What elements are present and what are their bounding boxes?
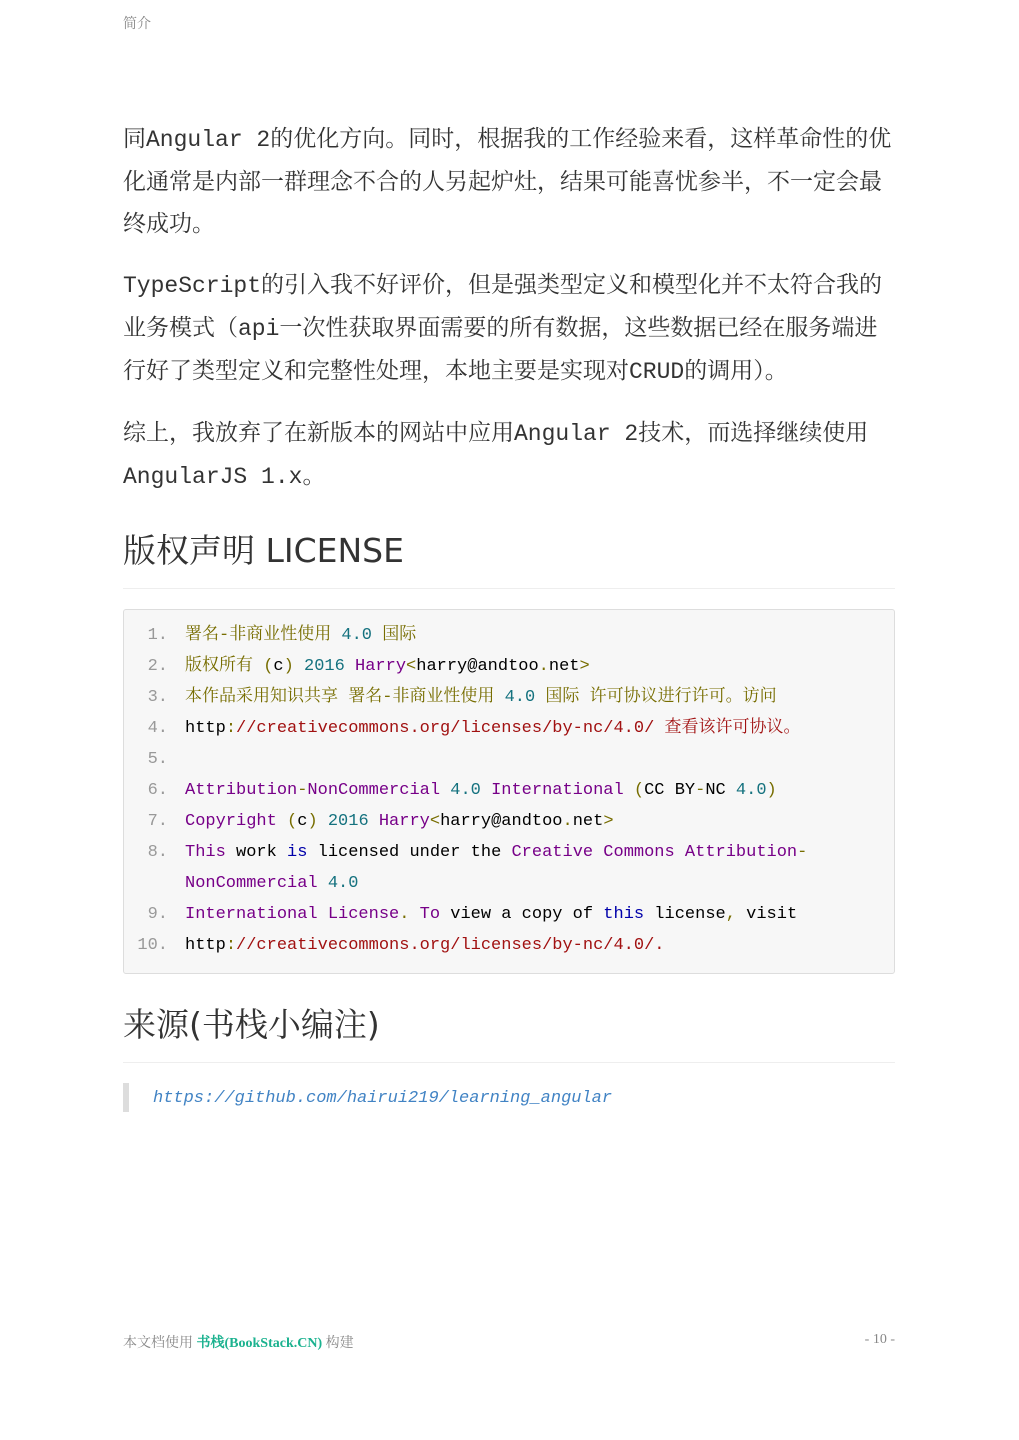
code-token: http (185, 719, 226, 738)
code-token: 4.0 (504, 688, 536, 707)
code-token: 4.0 (341, 626, 373, 645)
code-token: International (491, 781, 624, 800)
code-token: NonCommercial (307, 781, 441, 800)
line-number: 2. (147, 657, 168, 676)
paragraph: TypeScript的引入我不好评价，但是强类型定义和模型化并不太符合我的业务模式（api一次性获取界面需要的所有数据，这些数据已经在服务端进行好了类型定义和完整性处理，本地主要是实现对CRUD的调用）。 (123, 272, 883, 385)
content (123, 118, 895, 1112)
source-blockquote (123, 1083, 895, 1112)
code-token: - (297, 781, 308, 800)
code-token (318, 874, 328, 893)
code-line (124, 930, 894, 961)
code-token: < (429, 812, 441, 831)
line-text (168, 713, 825, 744)
code-token: net (548, 657, 580, 676)
code-token: 2016 (304, 657, 345, 676)
page-header-title: 简介 (123, 16, 151, 32)
code-token: ( (276, 812, 298, 831)
line-text (168, 651, 825, 682)
code-token: : (225, 936, 237, 955)
line-number: 8. (147, 843, 168, 862)
footer-suffix: 构建 (322, 1336, 354, 1351)
brand-link[interactable]: 书栈(BookStack.CN) (196, 1336, 323, 1351)
code-token: Copyright (185, 812, 277, 831)
line-number: 4. (147, 719, 168, 738)
code-token: 署名-非商业性使用 (185, 626, 342, 645)
code-token: , (725, 905, 736, 924)
code-line (124, 713, 894, 744)
line-text (168, 837, 825, 899)
line-text (168, 806, 825, 837)
line-text (168, 930, 825, 961)
code-line (124, 620, 894, 651)
code-token: 4.0 (735, 781, 767, 800)
line-number: 6. (147, 781, 168, 800)
code-token: net (572, 812, 604, 831)
code-token: c (297, 812, 308, 831)
line-text (168, 620, 825, 651)
code-token: International License (185, 905, 400, 924)
code-token: ) (766, 781, 777, 800)
code-token: //creativecommons.org/licenses/by-nc/4.0/ 查看该许可协议。 (236, 719, 801, 738)
code-token (409, 905, 419, 924)
footer-credit (123, 1332, 354, 1352)
code-token: Harry (378, 812, 430, 831)
code-token: - (797, 843, 808, 862)
code-token: //creativecommons.org/licenses/by-nc/4.0/. (236, 936, 665, 955)
code-token: harry@andtoo (440, 812, 563, 831)
code-token: 版权所有 ( (185, 657, 274, 676)
code-token: < (406, 657, 417, 676)
code-token: CC BY (644, 781, 696, 800)
page-footer (123, 1332, 895, 1352)
code-token: > (579, 657, 590, 676)
code-line (124, 682, 894, 713)
code-token: - (695, 781, 706, 800)
code-token: Attribution (185, 781, 298, 800)
code-token: This (185, 843, 226, 862)
line-text (168, 744, 825, 775)
code-token: NonCommercial (185, 874, 318, 893)
code-token (481, 781, 491, 800)
code-line (124, 899, 894, 930)
paragraph: 同Angular 2的优化方向。同时，根据我的工作经验来看，这样革命性的优化通常是内部一群理念不合的人另起炉灶，结果可能喜忧参半，不一定会最终成功。 (123, 126, 892, 237)
line-text (168, 682, 825, 713)
line-text (168, 775, 825, 806)
code-token: To (419, 905, 441, 924)
code-line (124, 744, 894, 775)
code-token: 4.0 (327, 874, 359, 893)
code-line (124, 651, 894, 682)
code-token: c (273, 657, 284, 676)
code-token: harry@andtoo (416, 657, 539, 676)
code-token: 4.0 (450, 781, 481, 800)
line-number: 10. (137, 936, 168, 955)
code-token (345, 657, 355, 676)
line-number: 1. (147, 626, 168, 645)
code-token: this (603, 905, 645, 924)
code-token: 国际 许可协议进行许可。访问 (535, 688, 777, 707)
license-heading: 版权声明 LICENSE (123, 528, 895, 589)
code-token: 国际 (372, 626, 417, 645)
code-token: Creative Commons Attribution (511, 843, 798, 862)
footer-prefix: 本文档使用 (123, 1336, 197, 1351)
code-token: . (538, 657, 549, 676)
code-token: Harry (355, 657, 407, 676)
code-line (124, 775, 894, 806)
code-line (124, 837, 894, 899)
code-token: . (399, 905, 410, 924)
line-number: 5. (147, 750, 168, 769)
page-number: - 10 - (864, 1332, 895, 1347)
code-token: 本作品采用知识共享 署名-非商业性使用 (185, 688, 505, 707)
code-block (123, 609, 895, 974)
code-token: 2016 (327, 812, 369, 831)
code-token: . (562, 812, 573, 831)
code-token: NC (705, 781, 736, 800)
code-token (369, 812, 379, 831)
code-token: view a copy of (440, 905, 604, 924)
code-token: licensed under the (307, 843, 512, 862)
code-token: : (225, 719, 237, 738)
line-number: 9. (147, 905, 168, 924)
line-text (168, 899, 825, 930)
code-token: work (225, 843, 288, 862)
code-token: ( (623, 781, 645, 800)
paragraph: 综上，我放弃了在新版本的网站中应用Angular 2技术，而选择继续使用AngularJS 1.x。 (123, 420, 869, 490)
code-token: > (603, 812, 614, 831)
code-token: visit (735, 905, 798, 924)
code-token: license (644, 905, 726, 924)
source-heading: 来源(书栈小编注) (123, 1002, 895, 1063)
line-number: 3. (147, 688, 168, 707)
code-token: http (185, 936, 226, 955)
code-token: ) (307, 812, 328, 831)
code-token: ) (283, 657, 305, 676)
source-link[interactable]: https://github.com/hairui219/learning_angular (153, 1089, 613, 1108)
code-token (440, 781, 450, 800)
code-line (124, 806, 894, 837)
code-token: is (287, 843, 308, 862)
line-number: 7. (147, 812, 168, 831)
